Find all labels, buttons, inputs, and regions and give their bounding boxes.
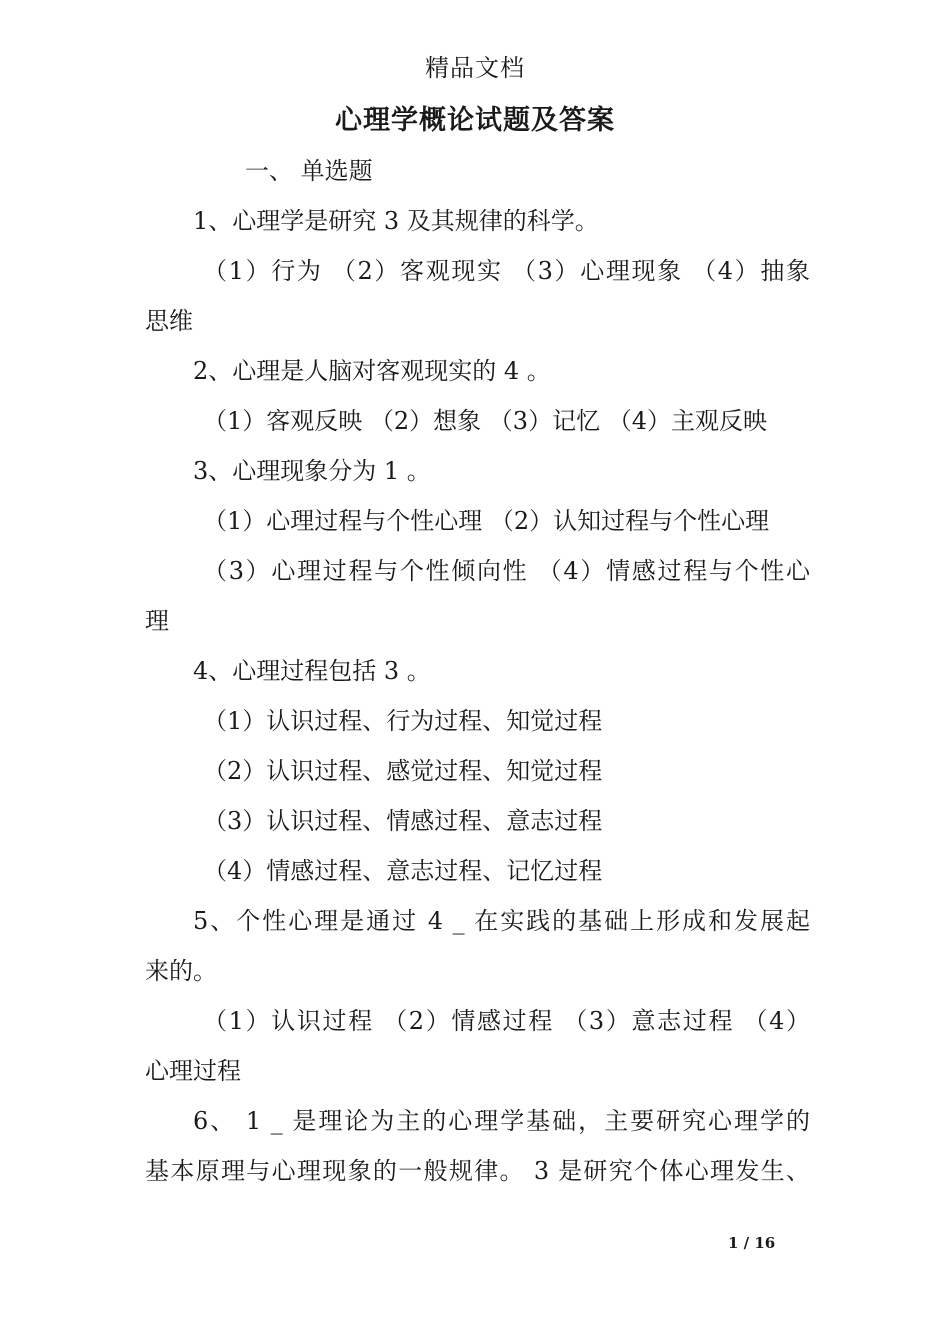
- text-line: （4）情感过程、意志过程、记忆过程: [203, 857, 603, 885]
- text-line: 来的。: [145, 957, 217, 985]
- text-line: （1）心理过程与个性心理 （2）认知过程与个性心理: [203, 507, 770, 535]
- text-line: 基本原理与心理现象的一般规律。 3 是研究个体心理发生、: [145, 1157, 810, 1185]
- text-line: （1）行为 （2）客观现实 （3）心理现象 （4）抽象: [203, 257, 810, 285]
- text-line: （2）认识过程、感觉过程、知觉过程: [203, 757, 603, 785]
- text-line: （3）认识过程、情感过程、意志过程: [203, 807, 603, 835]
- text-line: 6、 1 _ 是理论为主的心理学基础，主要研究心理学的: [193, 1107, 810, 1135]
- text-line: 一、 单选题: [245, 157, 373, 185]
- document-title: 心理学概论试题及答案: [335, 105, 615, 136]
- text-line: 4、心理过程包括 3 。: [193, 657, 431, 685]
- text-line: 思维: [145, 307, 193, 335]
- text-line: 3、心理现象分为 1 。: [193, 457, 431, 485]
- text-line: 心理过程: [145, 1057, 241, 1085]
- text-line: 1、心理学是研究 3 及其规律的科学。: [193, 207, 599, 235]
- text-line: （3）心理过程与个性倾向性 （4）情感过程与个性心: [203, 557, 810, 585]
- text-line: 理: [145, 607, 169, 635]
- text-line: 5、个性心理是通过 4 _ 在实践的基础上形成和发展起: [193, 907, 810, 935]
- page-header: 精品文档: [425, 54, 525, 82]
- text-line: （1）认识过程、行为过程、知觉过程: [203, 707, 603, 735]
- text-line: 2、心理是人脑对客观现实的 4 。: [193, 357, 551, 385]
- page-number: 1 / 16: [728, 1234, 776, 1252]
- text-line: （1）客观反映 （2）想象 （3）记忆 （4）主观反映: [203, 407, 767, 435]
- text-line: （1）认识过程 （2）情感过程 （3）意志过程 （4）: [203, 1007, 810, 1035]
- document-body: [145, 146, 810, 1196]
